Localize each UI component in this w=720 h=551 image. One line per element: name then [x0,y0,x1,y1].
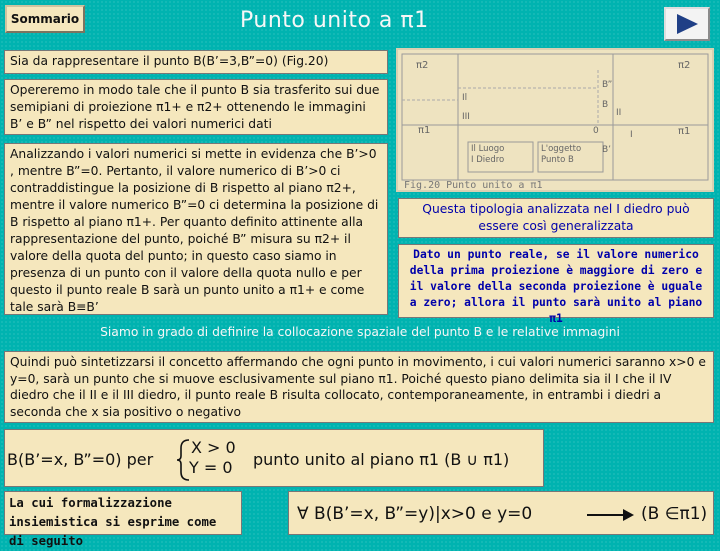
label-b1: B’ [602,145,612,155]
label-ii-left: Il [462,93,468,103]
label-pi1-plus: π1 [418,125,431,136]
paragraph-analysis: Analizzando i valori numerici si mette in evidenza che B’>0 , mentre B”=0. Pertanto, il valore numerico di B’>0 ci contraddistingue la posizione di B rispetto al piano π2+, mentre il valore numerico B”=0 ci determina la posizione di B rispetto al piano π1+. Per quanto definito attinente alla rappresentazione del punto, poiché B” misura su π2+ il valore della quota del punto; in questo caso siamo in presenza di un punto con il valore della quota nullo e per questo il punto reale B sarà un punto unito a π1+ e come tale sarà B≡B’ [4,143,388,315]
formula-cond-y: Y = 0 [189,458,233,477]
paragraph-projection: Opereremo in modo tale che il punto B sia trasferito sui due semipiani di proiezione π1+ e π2+ ottenendo le immagini B’ e B” nel rispetto dei valori numerici dati [4,79,388,135]
label-zero: 0 [593,126,599,136]
label-pi2-minus: π2 [416,60,429,71]
label-pi1-minus: π1 [678,126,691,137]
figure-caption: Fig.20 Punto unito a π1 [404,180,543,191]
label-box-left: Il Luogo I Diedro [471,144,505,165]
play-triangle-icon [673,12,701,36]
formula-cond-x: X > 0 [191,438,236,457]
sommario-button[interactable]: Sommario [5,5,85,33]
next-button[interactable] [664,7,710,41]
page-title: Punto unito a π1 [240,8,429,33]
formula-left: B(B’=x, B”=0) per [7,450,154,469]
formula-box [4,429,544,487]
figure-diagram [398,50,712,190]
rule-text: Dato un punto reale, se il valore numerico della prima proiezione è maggiore di zero e il valore della seconda proiezione è uguale a zero; allora il punto sarà unito al piano π1 [398,244,714,318]
set-formula-box [288,491,714,535]
label-roman-1: I [630,130,633,140]
formula-right: punto unito al piano π1 (B ∪ π1) [253,450,510,469]
arrow-right-icon [587,508,635,522]
generalization-note: Questa tipologia analizzata nel I diedro può essere così generalizzata [398,198,714,238]
label-roman-2: II [616,108,622,118]
statement-text: Siamo in grado di definire la collocazione spaziale del punto B e le relative immagini [100,325,620,339]
set-formula: ∀ B(B’=x, B”=y)|x>0 e y=0 [297,504,533,524]
label-iii-left: III [462,112,470,122]
set-label: La cui formalizzazione insiemistica si esprime come di seguito [4,491,242,535]
figure-20 [396,48,714,192]
summary-text: Quindi può sintetizzarsi il concetto affermando che ogni punto in movimento, i cui valori numerici saranno x>0 e y=0, sarà un punto che si muove esclusivamente sul piano π1. Poiché questo piano delimita sia il I che il IV diedro che il II e il III diedro, il punto reale B risulta collocato, contemporaneamente, in entrambi i diedri a seconda che x sia positivo o negativo [4,351,714,423]
label-pi2-plus: π2 [678,60,691,71]
label-b: B [602,100,609,110]
set-result: (B ∈π1) [641,504,708,524]
label-box-right: L'oggetto Punto B [541,144,582,165]
intro-text: Sia da rappresentare il punto B(B’=3,B”=0) (Fig.20) [4,50,388,74]
label-b2: B” [602,80,613,90]
